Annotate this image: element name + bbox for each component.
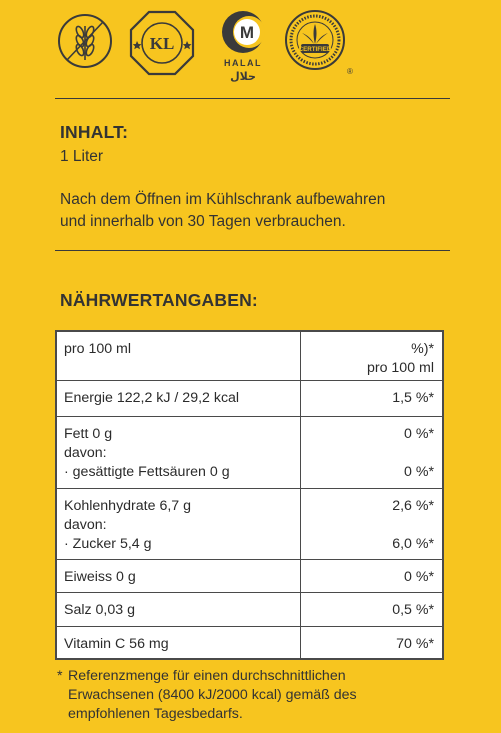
nutrient-label: davon:	[64, 444, 107, 461]
nutrition-row	[56, 416, 443, 488]
reference-value: pro 100 ml	[366, 360, 434, 376]
footnote-line-1: Referenzmenge für einen durchschnittlichen	[68, 668, 346, 684]
reference-value: 0 %*	[404, 425, 434, 442]
nutrient-label: · Zucker 5,4 g	[64, 535, 152, 552]
nutrition-row	[56, 488, 443, 559]
reference-value: %)*	[411, 341, 434, 357]
footnote	[57, 667, 428, 724]
nutrient-cell	[56, 626, 301, 659]
aloe-certified-text: CERTIFIED	[298, 46, 332, 53]
nutrient-cell	[56, 559, 301, 592]
halal-arabic: حلال	[230, 70, 256, 83]
reference-value: 2,6 %*	[392, 497, 434, 514]
reference-value: 1,5 %*	[392, 389, 434, 406]
reference-value	[301, 444, 434, 463]
reference-cell	[301, 626, 444, 659]
reference-value: 0 %*	[404, 463, 434, 480]
nutrient-cell	[56, 331, 301, 380]
reference-cell	[301, 559, 444, 592]
nutrient-label: pro 100 ml	[64, 341, 132, 357]
reference-value: 0 %*	[404, 568, 434, 585]
top-divider	[55, 98, 450, 99]
reference-value	[301, 516, 434, 535]
footnote-star: *	[57, 668, 63, 684]
nutrient-cell	[56, 416, 301, 488]
halal-icon	[213, 8, 273, 86]
nutrient-cell	[56, 592, 301, 626]
nutrient-label: Kohlenhydrate 6,7 g	[64, 497, 191, 514]
nutrient-label: Energie 122,2 kJ / 29,2 kcal	[64, 389, 240, 406]
nutrition-row	[56, 592, 443, 626]
nutrient-cell	[56, 488, 301, 559]
halal-text: HALAL	[224, 58, 262, 68]
halal-letter: M	[239, 23, 255, 42]
inhalt-volume: 1 Liter	[60, 148, 104, 165]
nutrient-label: davon:	[64, 516, 107, 533]
reference-value: 6,0 %*	[392, 535, 434, 552]
reference-cell	[301, 592, 444, 626]
nutrition-table	[55, 330, 444, 660]
kosher-letters: KL	[149, 34, 175, 53]
aloe-certified-icon	[283, 8, 355, 80]
reference-cell	[301, 380, 444, 416]
nutrition-row	[56, 331, 443, 380]
nutrition-row	[56, 559, 443, 592]
reference-cell	[301, 488, 444, 559]
footnote-line-3: empfohlenen Tagesbedarfs.	[68, 706, 243, 722]
reference-cell	[301, 331, 444, 380]
naehrwert-heading: NÄHRWERTANGABEN:	[60, 290, 258, 310]
certification-logos	[55, 8, 355, 88]
nutrition-row	[56, 380, 443, 416]
reference-value: 0,5 %*	[392, 601, 434, 618]
nutrient-label: Fett 0 g	[64, 425, 113, 442]
storage-line-2: und innerhalb von 30 Tagen verbrauchen.	[60, 213, 346, 230]
gluten-free-icon	[55, 8, 115, 78]
nutrient-label: Eiweiss 0 g	[64, 568, 136, 585]
reference-cell	[301, 416, 444, 488]
nutrition-row	[56, 626, 443, 659]
inhalt-heading: INHALT:	[60, 122, 129, 142]
middle-divider	[55, 250, 450, 251]
reference-value: 70 %*	[396, 635, 434, 652]
nutrient-label: · gesättigte Fettsäuren 0 g	[64, 463, 230, 480]
nutrient-label: Salz 0,03 g	[64, 601, 135, 618]
kosher-kl-icon	[127, 8, 197, 78]
storage-line-1: Nach dem Öffnen im Kühlschrank aufbewahren	[60, 191, 386, 208]
footnote-line-2: Erwachsenen (8400 kJ/2000 kcal) gemäß des	[68, 687, 357, 703]
nutrient-cell	[56, 380, 301, 416]
registered-mark: ®	[347, 67, 353, 76]
nutrient-label: Vitamin C 56 mg	[64, 635, 169, 652]
